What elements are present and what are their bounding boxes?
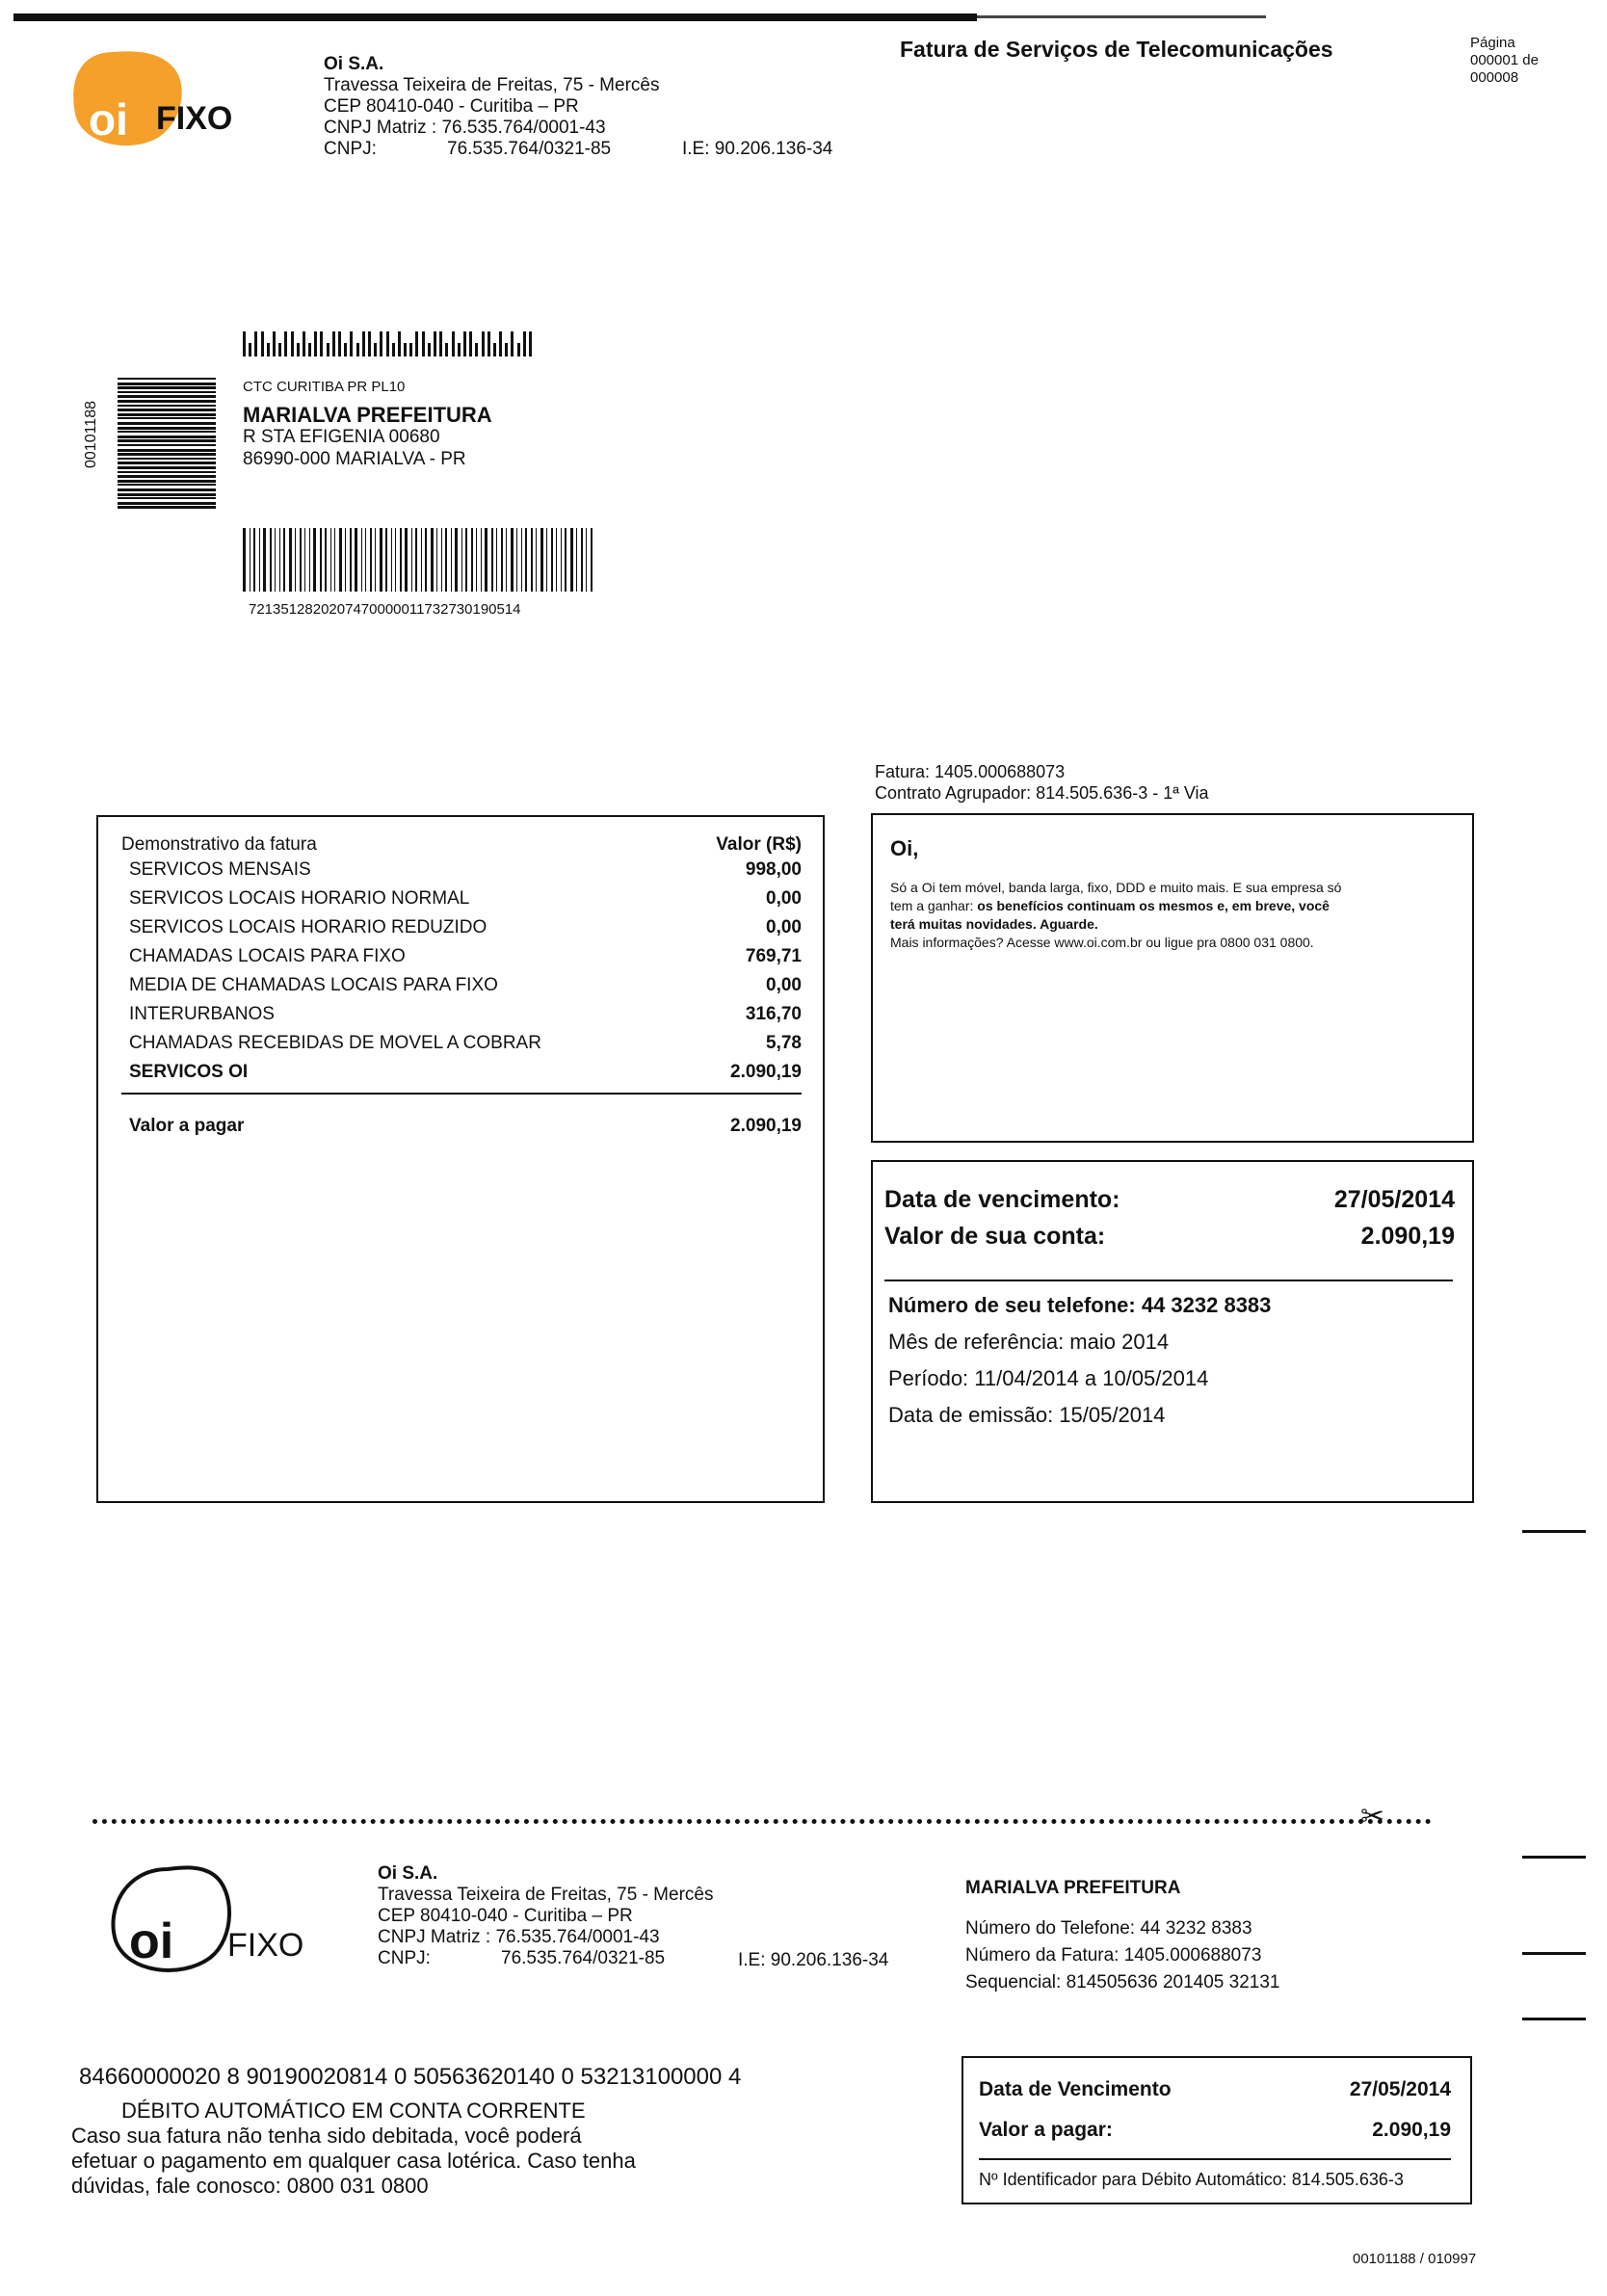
postal-bar [284, 331, 287, 356]
stacked-barcode [118, 378, 216, 511]
company-address: Travessa Teixeira de Freitas, 75 - Mercês [324, 75, 660, 95]
main-bar [334, 528, 335, 592]
postal-bar [439, 331, 442, 356]
postal-bar [523, 331, 526, 356]
statement-value-heading: Valor (R$) [716, 834, 802, 855]
postal-bar [475, 343, 478, 356]
main-bar [405, 528, 408, 592]
main-bar [400, 528, 402, 592]
statement-row-label: SERVICOS LOCAIS HORARIO NORMAL [129, 888, 470, 909]
main-bar [465, 528, 467, 592]
company-ie: I.E: 90.206.136-34 [682, 139, 833, 159]
main-bar [415, 528, 417, 592]
stub-due-value: 27/05/2014 [1349, 2078, 1451, 2100]
main-bar [283, 528, 285, 592]
stacked-bar [118, 405, 216, 407]
main-bar [471, 528, 473, 592]
footer-code: 00101188 / 010997 [1353, 2251, 1477, 2267]
main-bar [370, 528, 372, 592]
postal-bar [303, 331, 305, 356]
stacked-bar [118, 506, 216, 509]
invoice-reference [875, 761, 1209, 804]
due-date-label: Data de vencimento: [884, 1186, 1120, 1213]
main-bar [425, 528, 427, 592]
main-bar [556, 528, 557, 592]
recipient-street: R STA EFIGENIA 00680 [243, 427, 440, 447]
postal-bar [338, 331, 341, 356]
postal-bar [482, 331, 485, 356]
main-bar [259, 528, 260, 592]
main-bar [385, 528, 387, 592]
postal-bar [380, 331, 382, 356]
postal-bar [249, 343, 251, 356]
main-bar [339, 528, 342, 592]
statement-row-label: CHAMADAS RECEBIDAS DE MOVEL A COBRAR [129, 1033, 541, 1053]
main-bar [345, 528, 346, 592]
postal-bar [368, 331, 371, 356]
statement-row-label: SERVICOS LOCAIS HORARIO REDUZIDO [129, 917, 487, 937]
main-bar [461, 528, 462, 592]
main-bar [263, 528, 266, 592]
stub-phone: Número do Telefone: 44 3232 8383 [965, 1918, 1252, 1939]
main-bar [275, 528, 276, 592]
stacked-bar [118, 493, 216, 496]
oi-fixo-logo-bottom [100, 1861, 331, 1977]
side-mark [1522, 2018, 1586, 2020]
side-mark [1522, 1530, 1586, 1533]
main-bar [570, 528, 573, 592]
stacked-bar [118, 391, 216, 393]
billing-period: Período: 11/04/2014 a 10/05/2014 [888, 1366, 1209, 1390]
main-bar [309, 528, 310, 592]
postal-bar [362, 331, 365, 356]
svg-text:oi: oi [129, 1913, 174, 1969]
stacked-bar [118, 409, 216, 411]
company-cnpj-matriz: CNPJ Matriz : 76.535.764/0001-43 [324, 118, 606, 138]
postal-bar [320, 331, 323, 356]
postal-bar [261, 331, 264, 356]
company-cnpj-matriz: CNPJ Matriz : 76.535.764/0001-43 [378, 1927, 660, 1947]
postal-bar [356, 343, 359, 356]
stacked-bar [118, 378, 216, 380]
contract-number: Contrato Agrupador: 814.505.636-3 - 1ª Via [875, 783, 1209, 803]
mailing-address [243, 376, 492, 470]
postal-bar [505, 343, 508, 356]
message-box [871, 813, 1474, 1143]
page-total: 000008 [1470, 69, 1519, 86]
company-info-top [324, 54, 659, 160]
stacked-bar [118, 417, 216, 419]
page-current: 000001 de [1470, 52, 1539, 68]
stacked-bar [118, 466, 216, 469]
main-bar [496, 528, 497, 592]
company-info-bottom [378, 1863, 713, 1969]
main-bar [330, 528, 331, 592]
main-bar [441, 528, 442, 592]
statement-row [129, 971, 802, 1000]
statement-row-value: 5,78 [766, 1033, 802, 1053]
main-bar [516, 528, 517, 592]
postal-bar [487, 331, 490, 356]
autodebit-text-1: Caso sua fatura não tenha sido debitada, você poderá [71, 2124, 582, 2148]
subtotal-value: 2.090,19 [730, 1062, 802, 1082]
stub-amount-value: 2.090,19 [1372, 2119, 1451, 2141]
phone-number: Número de seu telefone: 44 3232 8383 [888, 1293, 1272, 1317]
postal-bar [267, 343, 270, 356]
stacked-bar [118, 383, 216, 385]
top-scan-bar-tail [977, 15, 1266, 18]
main-bar [350, 528, 352, 592]
main-bar [476, 528, 477, 592]
statement-divider [121, 1093, 802, 1095]
main-bar [506, 528, 507, 592]
main-bar [591, 528, 593, 592]
company-address: Travessa Teixeira de Freitas, 75 - Mercês [378, 1885, 714, 1905]
main-bar [421, 528, 422, 592]
company-cnpj-value: 76.535.764/0321-85 [447, 139, 612, 159]
postal-bar [308, 343, 311, 356]
main-bar [445, 528, 447, 592]
document-title: Fatura de Serviços de Telecomunicações [900, 37, 1333, 62]
statement-row [129, 1000, 802, 1029]
stacked-bar [118, 449, 216, 452]
stacked-bar [118, 395, 216, 398]
stub-amount-label: Valor a pagar: [979, 2119, 1113, 2141]
postal-bar [422, 331, 425, 356]
stacked-bar [118, 488, 216, 491]
postal-bar [415, 331, 418, 356]
digitable-line: 84660000020 8 90190020814 0 50563620140 0 53213100000 4 [79, 2064, 742, 2090]
reference-month: Mês de referência: maio 2014 [888, 1330, 1170, 1354]
main-bar [395, 528, 396, 592]
statement-row-label: INTERURBANOS [129, 1004, 275, 1024]
statement-row-label: CHAMADAS LOCAIS PARA FIXO [129, 946, 406, 966]
barcode-number: 7213512820207470000011732730190514 [249, 601, 521, 618]
postal-bar [445, 343, 448, 356]
main-bar [375, 528, 376, 592]
postal-bar [314, 331, 317, 356]
message-line-4: Mais informações? Acesse www.oi.com.br ou ligue pra 0800 031 0800. [890, 935, 1314, 950]
company-cnpj-value: 76.535.764/0321-85 [501, 1948, 666, 1968]
stub-payment-box [962, 2056, 1472, 2204]
company-name: Oi S.A. [324, 54, 384, 74]
fixo-label-bottom: FIXO [227, 1927, 304, 1964]
statement-row [129, 942, 802, 971]
postal-bar [517, 343, 520, 356]
stacked-bar [118, 475, 216, 478]
postal-bar [404, 343, 407, 356]
stacked-bar [118, 413, 216, 416]
stacked-bar [118, 439, 216, 442]
autodebit-text-2: efetuar o pagamento em qualquer casa lotérica. Caso tenha [71, 2149, 636, 2173]
stacked-bar [118, 431, 216, 433]
main-bar [586, 528, 587, 592]
invoice-number: Fatura: 1405.000688073 [875, 762, 1066, 781]
main-bar [295, 528, 296, 592]
side-mark [1522, 1952, 1586, 1955]
postal-bar [463, 331, 466, 356]
postal-bar [297, 343, 300, 356]
stacked-bar [118, 497, 216, 499]
main-bar [270, 528, 272, 592]
postal-bar [409, 343, 412, 356]
main-bar [485, 528, 487, 592]
main-bar [576, 528, 577, 592]
main-bar [279, 528, 280, 592]
postal-bar [469, 331, 472, 356]
postal-bar [398, 331, 401, 356]
postal-bar [273, 331, 276, 356]
company-cnpj-label: CNPJ: [378, 1948, 431, 1968]
amount-label: Valor de sua conta: [884, 1223, 1106, 1250]
statement-row-value: 0,00 [766, 975, 802, 995]
main-bar [289, 528, 292, 592]
stub-sequence: Sequencial: 814505636 201405 32131 [965, 1972, 1280, 1993]
company-cnpj-label: CNPJ: [324, 139, 377, 159]
main-barcode [243, 528, 682, 592]
svg-text:oi: oi [89, 94, 128, 145]
statement-row-value: 0,00 [766, 888, 802, 909]
summary-box [871, 1160, 1474, 1503]
main-bar [521, 528, 522, 592]
top-scan-bar [13, 13, 977, 21]
main-bar [501, 528, 503, 592]
stacked-bar [118, 453, 216, 456]
main-bar [525, 528, 527, 592]
company-cep: CEP 80410-040 - Curitiba – PR [324, 96, 579, 117]
side-mark [1522, 1856, 1586, 1859]
main-bar [511, 528, 514, 592]
postal-bar [243, 331, 246, 356]
stacked-bar [118, 502, 216, 505]
postal-bar [278, 343, 281, 356]
postal-bar [529, 331, 532, 356]
main-bar [361, 528, 362, 592]
main-bar [581, 528, 583, 592]
mail-route: CTC CURITIBA PR PL10 [243, 379, 406, 395]
main-bar [365, 528, 366, 592]
recipient-city: 86990-000 MARIALVA - PR [243, 449, 466, 469]
statement-row-label: MEDIA DE CHAMADAS LOCAIS PARA FIXO [129, 975, 498, 995]
main-bar [551, 528, 553, 592]
postal-bar [499, 331, 502, 356]
postal-bar [392, 343, 395, 356]
stub-autodebit-id: Nº Identificador para Débito Automático: 814.505.636-3 [979, 2170, 1404, 2189]
due-date-value: 27/05/2014 [1333, 1186, 1455, 1213]
postal-bar [350, 331, 353, 356]
cut-line [92, 1819, 1432, 1824]
main-bar [411, 528, 412, 592]
stub-divider [979, 2158, 1451, 2160]
postal-bar [434, 331, 436, 356]
postal-bar [374, 343, 377, 356]
main-bar [491, 528, 493, 592]
main-bar [325, 528, 327, 592]
postal-bar [452, 331, 455, 356]
stacked-bar [118, 471, 216, 473]
statement-row-value: 316,70 [745, 1004, 802, 1024]
summary-divider [884, 1280, 1453, 1281]
main-bar [531, 528, 533, 592]
stacked-bar [118, 435, 216, 438]
autodebit-title: DÉBITO AUTOMÁTICO EM CONTA CORRENTE [121, 2098, 586, 2123]
message-line-3: terá muitas novidades. Aguarde. [890, 916, 1098, 932]
stacked-bar [118, 386, 216, 389]
total-value: 2.090,19 [730, 1116, 802, 1136]
statement-box [96, 815, 825, 1503]
statement-row-value: 0,00 [766, 917, 802, 937]
page-label: Página [1470, 35, 1515, 51]
scissors-icon: ✂ [1360, 1801, 1385, 1833]
main-bar [565, 528, 566, 592]
issue-date: Data de emissão: 15/05/2014 [888, 1403, 1166, 1427]
side-code: 00101188 [83, 401, 99, 468]
oi-fixo-logo [67, 46, 250, 152]
stacked-bar [118, 400, 216, 403]
stub-customer-info [965, 1875, 1279, 1996]
main-bar [253, 528, 255, 592]
message-line-1: Só a Oi tem móvel, banda larga, fixo, DDD e muito mais. E sua empresa só [890, 880, 1342, 895]
main-bar [320, 528, 322, 592]
statement-row-value: 998,00 [745, 859, 802, 880]
statement-heading: Demonstrativo da fatura [121, 834, 317, 855]
stacked-bar [118, 427, 216, 430]
stub-due-label: Data de Vencimento [979, 2078, 1172, 2100]
postal-bar [428, 343, 431, 356]
main-bar [451, 528, 452, 592]
stacked-bar [118, 462, 216, 464]
stacked-bar [118, 444, 216, 446]
postal-bar [332, 331, 335, 356]
main-bar [536, 528, 537, 592]
postal-bar [386, 331, 389, 356]
postal-bar [493, 343, 496, 356]
main-bar [431, 528, 434, 592]
postal-bar [327, 343, 329, 356]
postal-barcode [243, 331, 535, 356]
message-line-2-prefix: tem a ganhar: [890, 898, 978, 913]
autodebit-notice [71, 2098, 636, 2199]
company-name: Oi S.A. [378, 1863, 438, 1884]
company-cep: CEP 80410-040 - Curitiba – PR [378, 1906, 633, 1926]
company-ie-bottom: I.E: 90.206.136-34 [738, 1950, 889, 1970]
total-label: Valor a pagar [129, 1116, 245, 1136]
postal-bar [291, 331, 294, 356]
main-bar [540, 528, 543, 592]
statement-row-label: SERVICOS MENSAIS [129, 859, 311, 880]
recipient-name: MARIALVA PREFEITURA [243, 403, 492, 427]
main-bar [243, 528, 246, 592]
main-bar [455, 528, 458, 592]
stacked-bar [118, 422, 216, 425]
message-line-2-bold: os benefícios continuam os mesmos e, em breve, você [977, 898, 1330, 913]
page-indicator [1470, 35, 1539, 87]
main-bar [436, 528, 437, 592]
main-bar [313, 528, 316, 592]
main-bar [481, 528, 482, 592]
main-bar [300, 528, 302, 592]
main-bar [355, 528, 357, 592]
stacked-bar [118, 484, 216, 486]
autodebit-text-3: dúvidas, fale conosco: 0800 031 0800 [71, 2174, 429, 2198]
main-bar [380, 528, 382, 592]
stub-customer-name: MARIALVA PREFEITURA [965, 1878, 1181, 1898]
postal-bar [344, 343, 347, 356]
amount-value: 2.090,19 [1360, 1223, 1455, 1250]
stacked-bar [118, 480, 216, 483]
main-bar [546, 528, 547, 592]
postal-bar [458, 343, 461, 356]
statement-row-value: 769,71 [745, 946, 802, 966]
postal-bar [254, 331, 257, 356]
statement-row [129, 1029, 802, 1058]
stub-invoice: Número da Fatura: 1405.000688073 [965, 1945, 1262, 1966]
message-greeting: Oi, [890, 836, 919, 860]
stacked-bar [118, 458, 216, 460]
main-bar [561, 528, 562, 592]
subtotal-label: SERVICOS OI [129, 1062, 249, 1082]
statement-row [129, 913, 802, 942]
main-bar [304, 528, 305, 592]
statement-row [129, 856, 802, 884]
main-bar [391, 528, 392, 592]
statement-row [129, 884, 802, 913]
fixo-label: FIXO [156, 100, 233, 137]
postal-bar [511, 331, 514, 356]
